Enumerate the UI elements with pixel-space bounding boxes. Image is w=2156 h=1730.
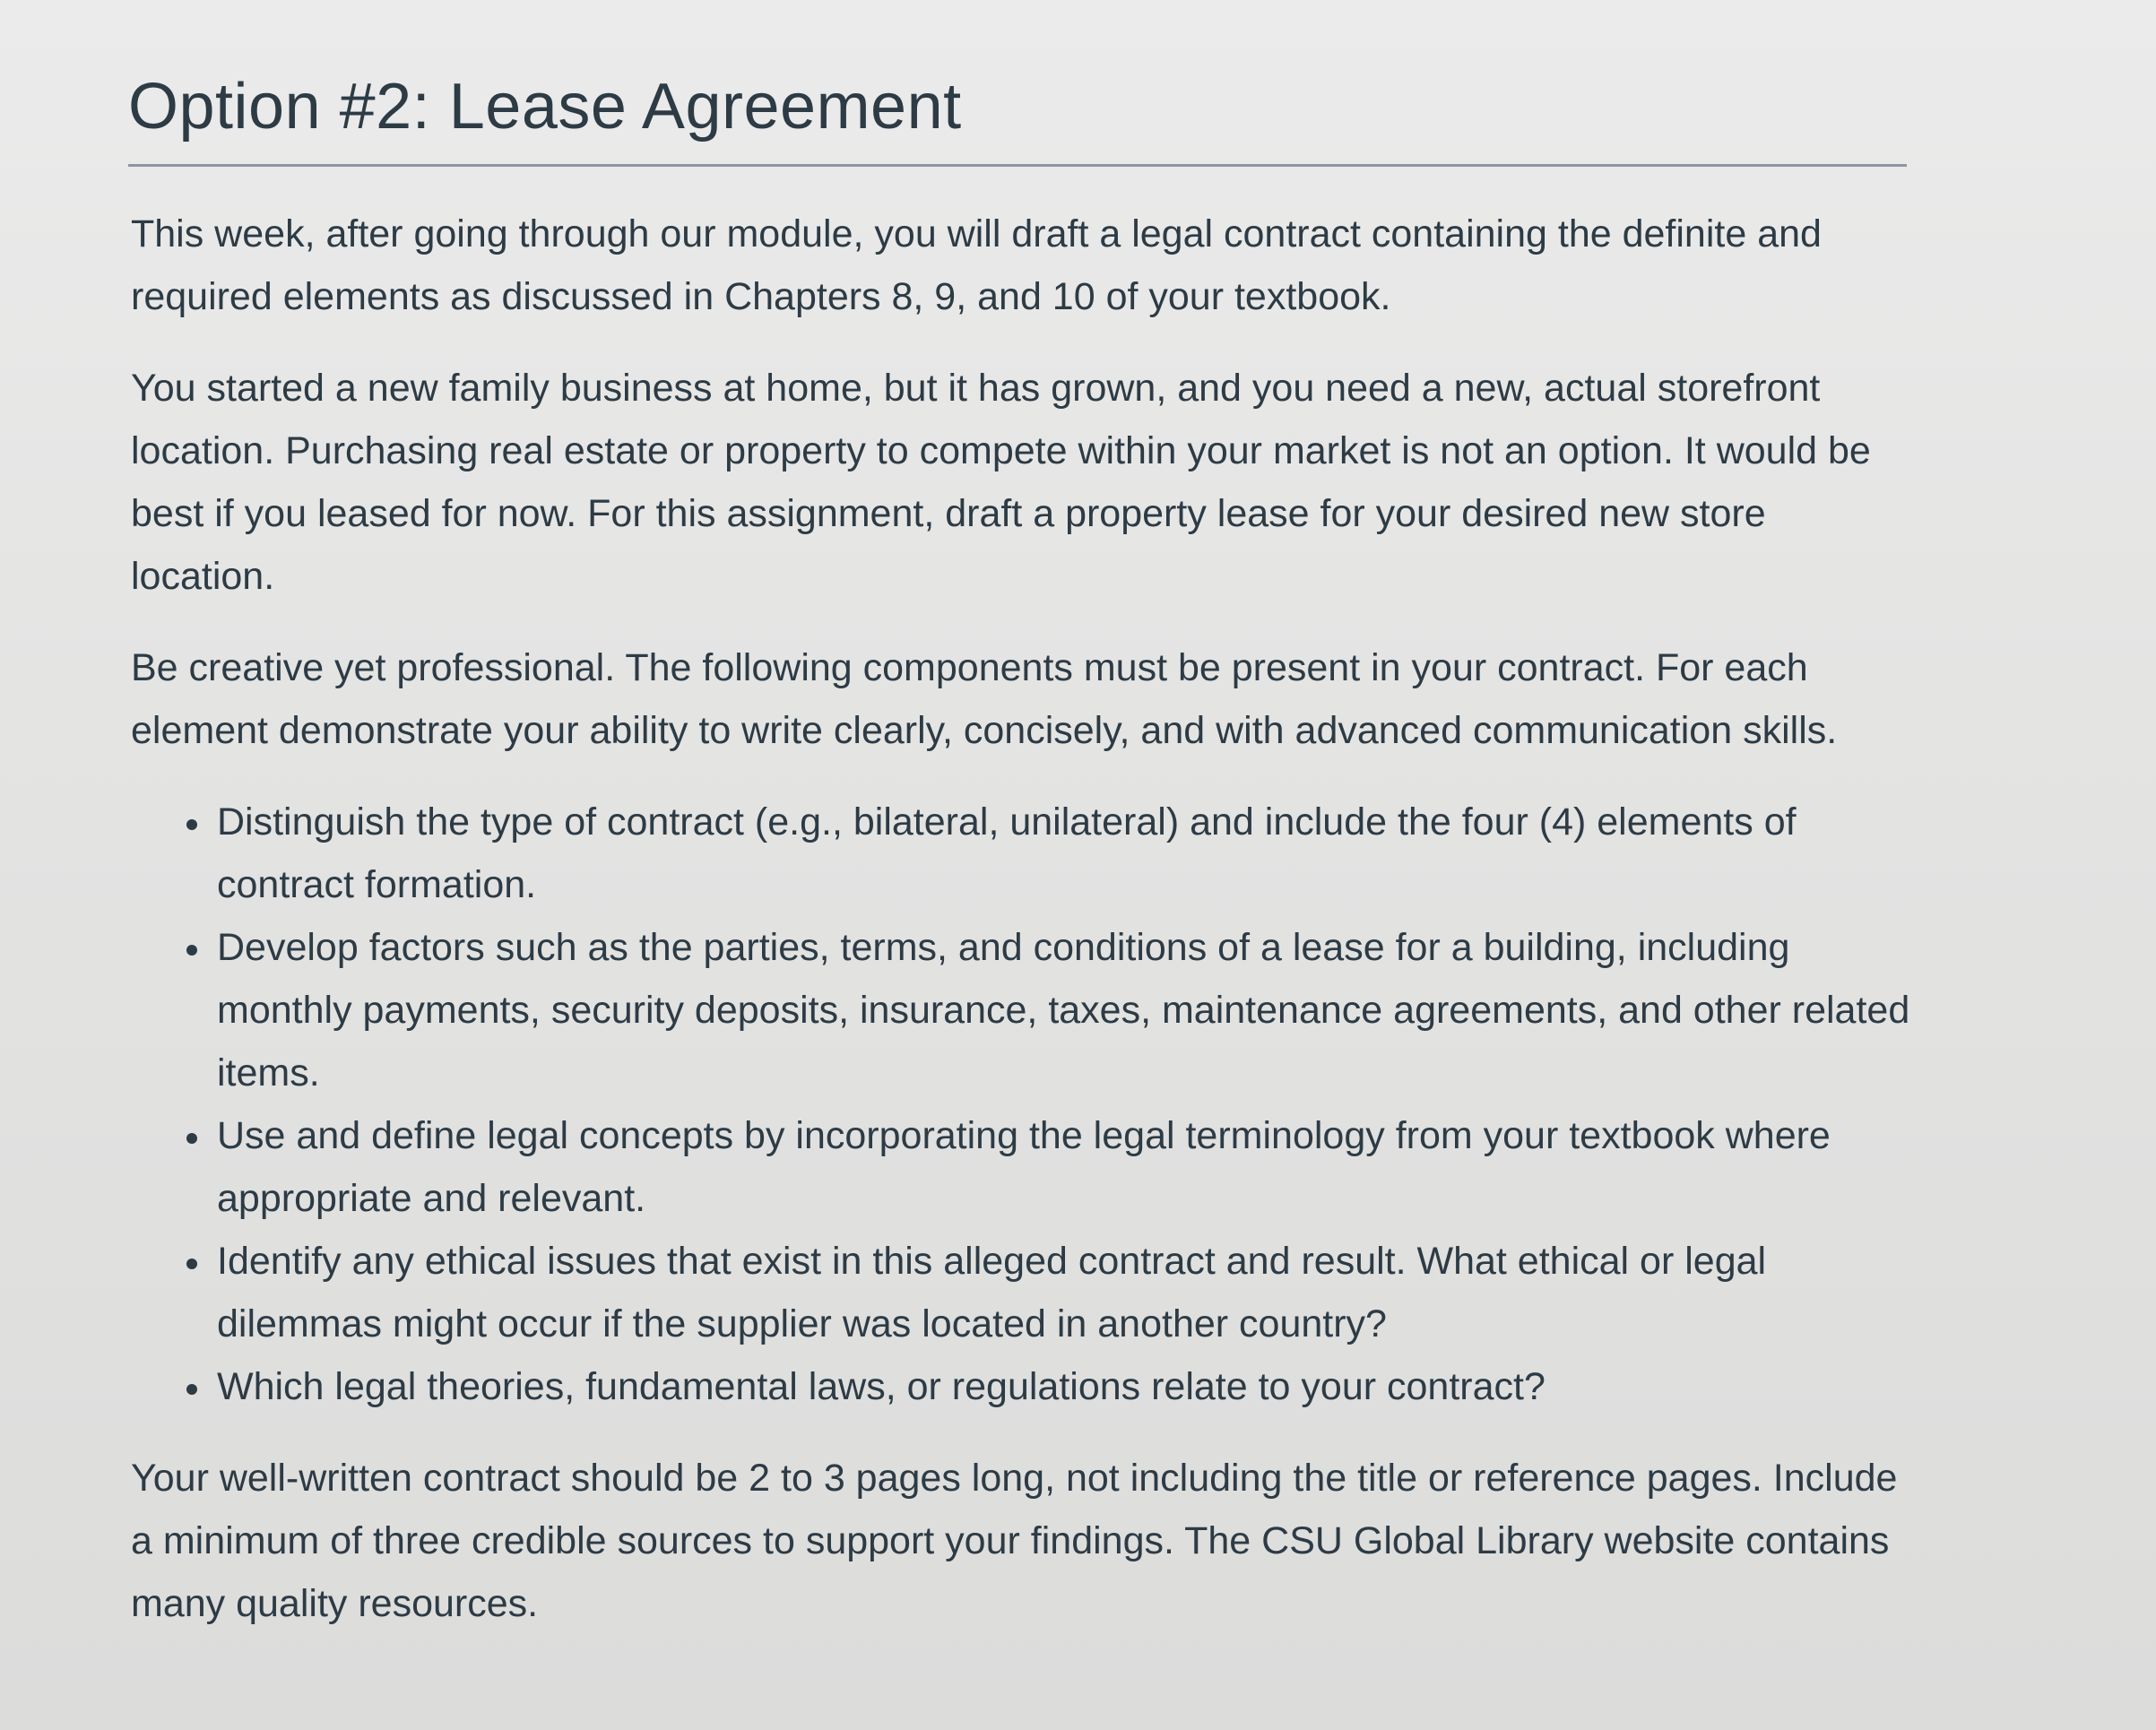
list-item: • Identify any ethical issues that exist in this alleged contract and result. What ethical or legal dilemmas might occur if the supplier was located in another country? bbox=[213, 1230, 1915, 1355]
page-title: Option #2: Lease Agreement bbox=[128, 71, 962, 143]
list-item: • Which legal theories, fundamental laws, or regulations relate to your contract? bbox=[213, 1355, 1915, 1418]
list-item: • Develop factors such as the parties, terms, and conditions of a lease for a building, including monthly payments, security deposits, insurance, taxes, maintenance agreements, and other related items. bbox=[213, 916, 1915, 1104]
list-item: • Use and define legal concepts by incorporating the legal terminology from your textbook where appropriate and relevant. bbox=[213, 1104, 1915, 1230]
requirements-list bbox=[131, 791, 1915, 1418]
requirements-paragraph: Be creative yet professional. The following components must be present in your contract. For each element demonstrate your ability to write clearly, concisely, and with advanced communication skills. bbox=[131, 646, 1838, 752]
scenario-paragraph: You started a new family business at home, but it has grown, and you need a new, actual storefront location. Purchasing real estate or property to compete within your market is not an option. It would be best if you leased for now. For this assignment, draft a property lease for your desired new store location. bbox=[131, 367, 1871, 598]
list-item: • Distinguish the type of contract (e.g., bilateral, unilateral) and include the four (4) elements of contract formation. bbox=[213, 791, 1915, 916]
closing-paragraph: Your well-written contract should be 2 to 3 pages long, not including the title or reference pages. Include a minimum of three credible sources to support your findings. The CSU Global Library website contains many quality resources. bbox=[131, 1457, 1898, 1625]
title-divider bbox=[128, 164, 1907, 167]
assignment-body bbox=[131, 203, 1915, 1664]
intro-paragraph: This week, after going through our module, you will draft a legal contract containing the definite and required elements as discussed in Chapters 8, 9, and 10 of your textbook. bbox=[131, 212, 1822, 318]
